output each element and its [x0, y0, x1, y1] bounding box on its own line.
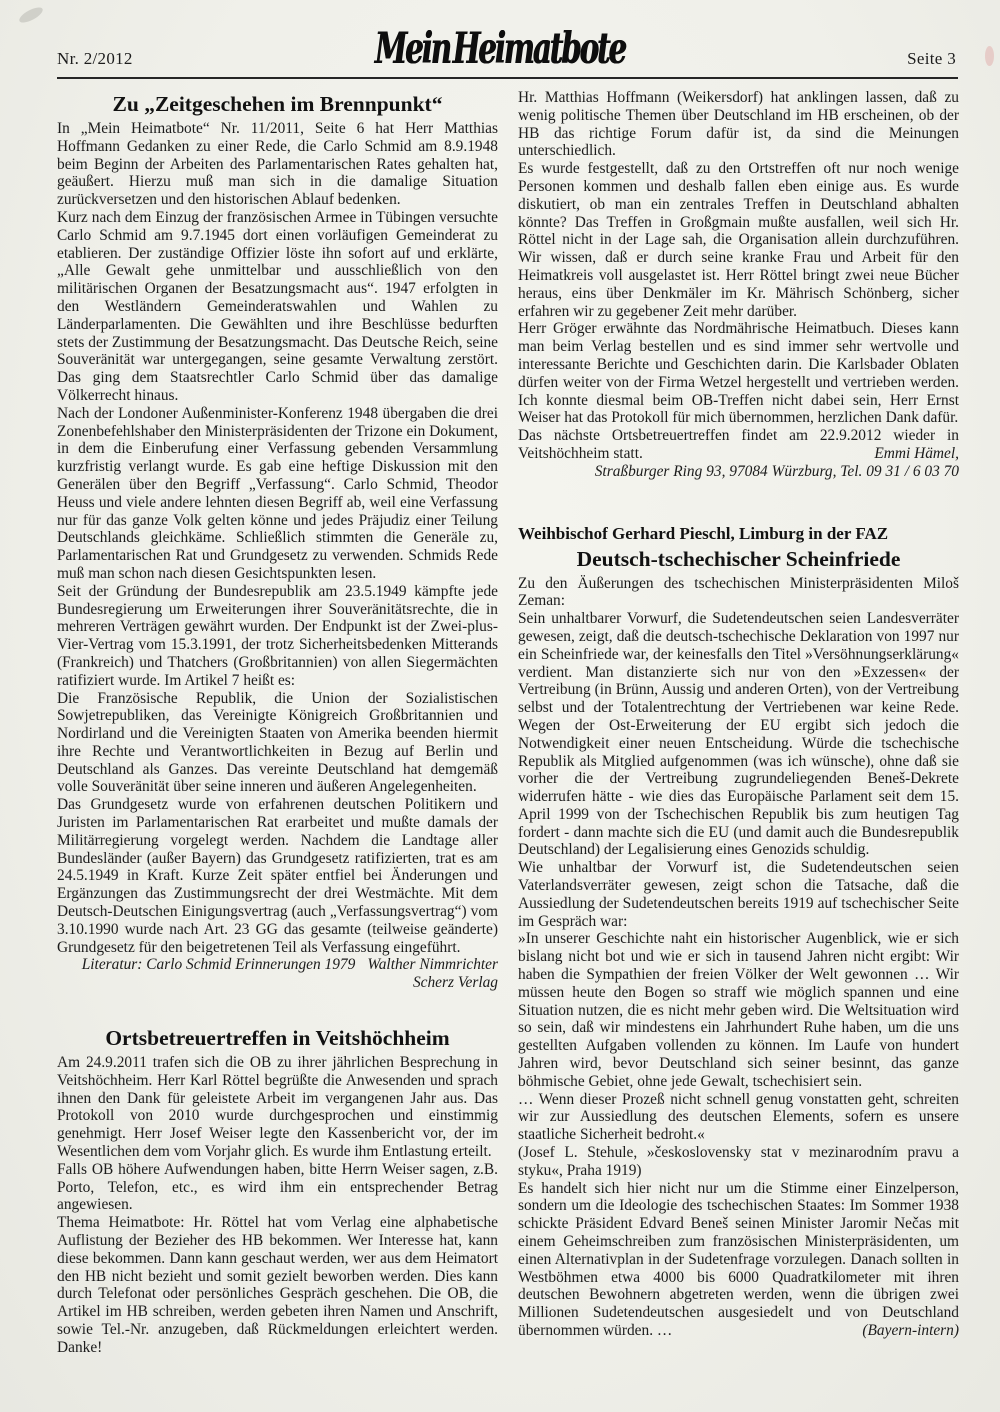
article-title-brennpunkt: Zu „Zeitgeschehen im Brennpunkt“ — [112, 92, 443, 116]
paragraph: (Josef L. Stehule, »československy stat v mezinarodním pravu a styku«, Praha 1919) — [518, 1144, 959, 1179]
paragraph: Thema Heimatbote: Hr. Röttel hat vom Verlag eine alphabetische Auflistung der Bezieher des HB bekommen. Wer Interesse hat, kann diese bekommen. Dann kann geschaut werden, wer aus dem Heimatort den HB nicht bezieht und somit gezielt beworben werden. Dies kann durch Telefonat oder persönliches Gespräch geschehen. Die OB, die Artikel im HB schreiben, werden gebeten ihren Namen und Anschrift, sowie Tel.-Nr. anzugeben, daß Rückmeldungen erleichtert werden. Danke! — [57, 1214, 498, 1356]
author-address: Straßburger Ring 93, 97084 Würzburg, Tel. 09 31 / 6 03 70 — [594, 462, 959, 480]
header-rule — [57, 77, 958, 79]
paragraph: Seit der Gründung der Bundesrepublik am 23.5.1949 kämpfte jede Bundesregierung um Erweiterungen ihrer Souveränitätsrechte, die in mehreren Verträgen gewährt wurden. Der Endpunkt ist der Zwei-plus-Vier-Vertrag vom 15.3.1991, der trotz Sicherheitsbedenken Mitterands (Frankreich) und Thatchers (Großbritannien) von allen Siegermächten ratifiziert wurde. Im Artikel 7 heißt es: — [57, 582, 498, 689]
paragraph: Kurz nach dem Einzug der französischen Armee in Tübingen versuchte Carlo Schmid am 9.7.1945 dort einen vorläufigen Gemeinderat zu etablieren. Der zuständige Offizier löste ihn sofort auf und erklärte, „Alle Gewalt gehe unmittelbar und ausschließlich von den militärischen Organen der Besatzungsmacht aus“. 1947 erfolgten in den Westländern Gemeinderatswahlen und Wahlen zu Länderparlamenten. Die Gewählten und ihre Beschlüsse bedurften stets der Zustimmung der Besatzungsmacht. Das Deutsche Reich, seine Souveränität war untergegangen, seine gesamte Verwaltung zerstört. Das ging dem Staatsrechtler Carlo Schmid über das damalige Völkerrecht hinaus. — [57, 208, 498, 404]
author-signature: Walther Nimmrichter — [367, 956, 498, 974]
paragraph: Es wurde festgestellt, daß zu den Ortstreffen oft nur noch wenige Personen kommen und deshalb fallen eben einige aus. Es wurde diskutiert, ob man ein zentrales Treffen in Deutschland abhalten könnte? Das Treffen in Großgmain mußte ausfallen, weil sich Hr. Röttel nicht in der Lage sah, die Organisation allein durchzuführen. Wir wissen, daß er durch seine kranke Frau und Arbeit für den Heimatkreis voll ausgelastet ist. Herr Röttel bringt zwei neue Bücher heraus, eins über Denkmäler im Kr. Mährisch Schönberg, sicher erfahren wir zu gegebener Zeit mehr darüber. — [518, 160, 959, 320]
paragraph: … Wenn dieser Prozeß nicht schnell genug vonstatten geht, schreiten wir zur Aussiedlung des deutschen Elements, sofern es unsere staatliche Sicherheit bedroht.« — [518, 1090, 959, 1144]
paragraph: Wie unhaltbar der Vorwurf ist, die Sudetendeutschen seien Vaterlandsverräter gewesen, zeigt schon die Tatsache, daß die Aussiedlung der Sudetendeutschen bereits 1919 auf tschechischer Seite im Gespräch war: — [518, 859, 959, 930]
article-gap — [57, 992, 498, 1023]
paragraph: Hr. Matthias Hoffmann (Weikersdorf) hat anklingen lassen, daß zu wenig politische Themen über Deutschland im HB erscheinen, ob der HB das richtige Forum dafür ist, da sind die Meinungen unterschiedlich. — [518, 89, 959, 160]
author-signature: Emmi Hämel, — [874, 444, 959, 462]
issue-number: Nr. 2/2012 — [57, 49, 133, 68]
source-byline: (Bayern-intern) — [862, 1322, 959, 1339]
masthead-logo: Mein Heimatbote — [374, 24, 626, 74]
article-kicker: Weihbischof Gerhard Pieschl, Limburg in der FAZ — [518, 523, 889, 543]
paragraph-with-signature — [518, 1180, 959, 1340]
scan-artifact — [985, 46, 994, 66]
article-title-scheinfriede: Deutsch-tschechischer Scheinfriede — [576, 546, 901, 571]
paragraph-text: Es handelt sich hier nicht nur um die Stimme einer Einzelperson, sondern um die Ideologie des tschechischen Staates: Im Sommer 1938 schickte Präsident Edvard Beneš seinen Minister Jaromir Nečas mit einem Geheimschreiben zum französischen Ministerpräsidenten, um einen Alternativplan in der Sudetenfrage vorzulegen. Danach sollten in Westböhmen etwa 4000 bis 6000 Quadratkilometer mit ihren deutschen Bewohnern abgetreten werden, wenn die übrigen zwei Millionen Sudetendeutschen ausgesiedelt und von Deutschland übernommen würden. … — [518, 1179, 959, 1339]
article-gap — [518, 481, 959, 523]
paragraph: »In unserer Geschichte naht ein historischer Augenblick, wie er sich bislang nicht bot und wie er sich in tausend Jahren nicht ergibt: Wir haben die Sympathien der freien Völker der Welt gewonnen … Wir müssen heute den Bogen so straff wie möglich spannen und eine Situation nutzen, die es nicht mehr geben wird. Die Weltsituation wird so sein, daß wir mindestens ein Jahrhundert Ruhe haben, um die uns gestellten Aufgaben vollenden zu können. Im Laufe von hundert Jahren wird, bevor Deutschland sich seiner besinnt, das ganze böhmische Gebiet, ohne jede Gewalt, tschechisiert sein. — [518, 930, 959, 1090]
paragraph: Sein unhaltbarer Vorwurf, die Sudetendeutschen seien Landesverräter gewesen, zeigt, daß die deutsch-tschechische Deklaration von 1997 nur ein Scheinfriede war, der keinesfalls den Titel »Versöhnungserklärung« verdient. Man distanzierte sich nur von den »Exzessen« der Vertreibung (in Brünn, Aussig und anderen Orten), von der Vertreibung selbst und der Totalentrechtung der Vertriebenen war keine Rede. Wegen der Ost-Erweiterung der EU ergibt sich jedoch die Notwendigkeit einer neuen Entscheidung. Würde die tschechische Republik als Mitglied aufgenommen (was ich wünsche), ohne daß sie vorher die der Vertreibung zugrundeliegenden Beneš-Dekrete widerrufen hätte - wie dies das Europäische Parlament seit dem 15. April 1999 von der Tschechischen Republik bis zum heutigen Tag fordert - dann machte sich die EU (und damit auch die Bundesrepublik Deutschland) der Legalisierung eines Genozids schuldig. — [518, 610, 959, 859]
paragraph: Herr Gröger erwähnte das Nordmährische Heimatbuch. Dieses kann man beim Verlag bestellen und es sind immer sehr wertvolle und interessante Berichte und Geschichten darin. Die Karlsbader Oblaten dürfen weiter von der Firma Wetzel hergestellt und vertrieben werden. Ich konnte diesmal beim OB-Treffen nicht dabei sein, Herr Ernst Weiser hat das Protokoll für mich übernommen, herzlichen Dank dafür. — [518, 320, 959, 427]
paragraph: Die Französische Republik, die Union der Sozialistischen Sowjetrepubliken, das Vereinigte Königreich Großbritannien und Nordirland und die Vereinigten Staaten von Amerika beenden hiermit ihre Rechte und Verantwortlichkeiten in Bezug auf Berlin und Deutschland als Ganzes. Das vereinte Deutschland hat demgemäß volle Souveränität über seine inneren und äußeren Angelegenheiten. — [57, 689, 498, 796]
scan-artifact — [17, 4, 45, 25]
paragraph-with-signature — [518, 427, 959, 463]
paragraph: In „Mein Heimatbote“ Nr. 11/2011, Seite 6 hat Herr Matthias Hoffmann Gedanken zu einer Rede, die Carlo Schmid am 8.9.1948 beim Beginn der Arbeiten des Parlamentarischen Rates gehalten hat, geäußert. Hierzu muß man sich in die damalige Situation zurückversetzen und den historischen Ablauf bedenken. — [57, 120, 498, 209]
left-column — [57, 89, 498, 1357]
paragraph: Falls OB höhere Aufwendungen haben, bitte Herrn Weiser sagen, z.B. Porto, Telefon, etc., es wird ihm ein entsprechender Betrag angewiesen. — [57, 1160, 498, 1214]
two-column-layout — [57, 89, 958, 1357]
paragraph: Nach der Londoner Außenminister-Konferenz 1948 übergaben die drei Zonenbefehlshaber den Ministerpräsidenten der Trizone ein Dokument, in dem die Einberufung einer Verfassung gebenden Versammlung kurzfristig verlangt wurde. Es gab eine heftige Diskussion mit den Generälen über den Begriff „Verfassung“. Carlo Schmid, Theodor Heuss und viele andere lehnten diesen Begriff ab, weil eine Verfassung nur für das ganze Volk gelten könne und jedes Präjudiz einer Teilung Deutschlands gleichkäme. Schließlich stimmten die Generäle zu, Parlamentarischen Rat und Grundgesetz zu verwenden. Schmids Rede muß man schon nach diesen Gesichtspunkten lesen. — [57, 404, 498, 582]
page-number: Seite 3 — [907, 49, 956, 68]
paragraph: Zu den Äußerungen des tschechischen Ministerpräsidenten Miloš Zeman: — [518, 574, 959, 610]
paragraph: Am 24.9.2011 trafen sich die OB zu ihrer jährlichen Besprechung in Veitshöchheim. Herr Karl Röttel begrüßte die Anwesenden und sprach ihnen den Dank für geleistete Arbeit im vergangenen Jahr aus. Das Protokoll von 2010 wurde durchgesprochen und einstimmig genehmigt. Herr Josef Weiser legte den Kassenbericht vor, der im Wesentlichen dem vom Vorjahr glich. Es wurde ihm Entlastung erteilt. — [57, 1054, 498, 1161]
paragraph-text: Das nächste Ortsbetreuertreffen findet am 22.9.2012 wieder in Veitshöchheim statt. — [518, 427, 959, 462]
article-title-ortsbetreuertreffen: Ortsbetreuertreffen in Veitshöchheim — [105, 1026, 450, 1051]
right-column — [518, 89, 959, 1357]
literature-note: Literatur: Carlo Schmid Erinnerungen 1979 Scherz Verlag — [81, 956, 498, 992]
paragraph-text: Das Grundgesetz wurde von erfahrenen deutschen Politikern und Juristen im Parlamentarischen Rat erarbeitet und mußte damals der Militärregierung vorgelegt werden. Nachdem die Landtage aller Bundesländer (außer Bayern) das Grundgesetz ratifizierten, trat es am 24.5.1949 in Kraft. Kurze Zeit später entfiel bei Änderungen und Ergänzungen das Zustimmungsrecht der drei Westmächte. Mit dem Deutsch-Deutschen Einigungsvertrag (auch „Verfassungsvertrag“) vom 3.10.1990 wurde nach Art. 23 GG das gesamte (teilweise geänderte) Grundgesetz für den beigetretenen Teil als Verfassung eingeführt. — [57, 796, 498, 956]
